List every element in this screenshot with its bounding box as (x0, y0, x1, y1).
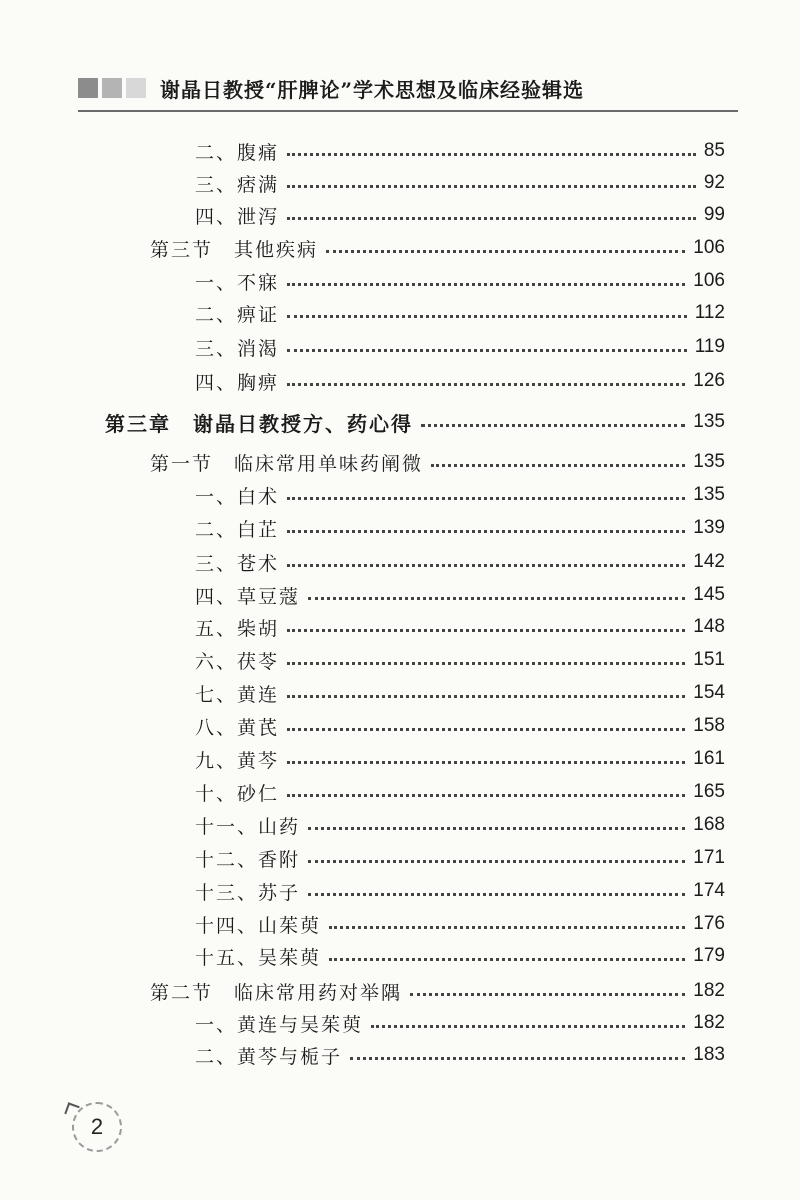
dot-leader (329, 958, 685, 961)
dot-leader (287, 349, 687, 352)
toc-entry-title: 三、痞满 (195, 173, 280, 196)
toc-entry[interactable] (195, 267, 725, 295)
toc-entry-title: 二、痹证 (195, 303, 280, 326)
toc-entry-page: 145 (693, 584, 725, 605)
dot-leader (287, 695, 685, 698)
toc-entry-page: 112 (694, 302, 725, 323)
toc-entry[interactable] (195, 481, 725, 509)
toc-entry-title: 二、腹痛 (195, 141, 280, 164)
toc-section-title: 第三节 其他疾病 (150, 238, 319, 261)
toc-section-title: 第一节 临床常用单味药阐微 (150, 452, 424, 475)
toc-entry-page: 139 (693, 517, 725, 538)
toc-entry-title: 二、黄芩与栀子 (195, 1045, 343, 1068)
toc-entry[interactable] (195, 514, 725, 542)
toc-entry[interactable] (195, 367, 725, 395)
toc-entry-page: 142 (693, 551, 725, 572)
dot-leader (287, 728, 685, 731)
toc-section-page: 182 (693, 980, 725, 1001)
toc-entry[interactable] (195, 745, 725, 773)
toc-entry-title: 十二、香附 (195, 848, 301, 871)
dot-leader (326, 250, 685, 253)
toc-section-title: 第二节 临床常用药对举隅 (150, 981, 403, 1004)
toc-entry-title: 四、胸痹 (195, 371, 280, 394)
toc-entry-page: 174 (693, 880, 725, 901)
toc-entry-page: 183 (693, 1044, 725, 1065)
dot-leader (287, 153, 696, 156)
toc-entry[interactable] (195, 548, 725, 576)
toc-section-page: 135 (693, 451, 725, 472)
toc-entry[interactable] (195, 333, 725, 361)
toc-entry-page: 119 (694, 336, 725, 357)
dot-leader (287, 497, 685, 500)
dot-leader (329, 926, 685, 929)
dot-leader (421, 424, 685, 427)
toc-entry-title: 十、砂仁 (195, 782, 280, 805)
dot-leader (308, 597, 685, 600)
toc-entry-title: 一、白术 (195, 485, 280, 508)
toc-entry-title: 一、不寐 (195, 271, 280, 294)
toc-entry[interactable] (195, 712, 725, 740)
dot-leader (371, 1025, 685, 1028)
toc-entry-page: 161 (693, 748, 725, 769)
toc-entry-title: 十五、吴茱萸 (195, 946, 322, 969)
dot-leader (287, 383, 685, 386)
toc-entry-title: 十一、山药 (195, 815, 301, 838)
toc-entry-page: 179 (693, 945, 725, 966)
dot-leader (287, 761, 685, 764)
dot-leader (287, 283, 685, 286)
toc-entry-title: 三、苍术 (195, 552, 280, 575)
toc-entry-title: 二、白芷 (195, 518, 280, 541)
toc-entry[interactable] (195, 137, 725, 165)
toc-entry-page: 135 (693, 484, 725, 505)
toc-entry[interactable] (195, 679, 725, 707)
toc-entry-page: 151 (693, 649, 725, 670)
toc-entry-title: 五、柴胡 (195, 617, 280, 640)
toc-entry[interactable] (195, 942, 725, 970)
dot-leader (287, 315, 687, 318)
dot-leader (308, 893, 685, 896)
toc-entry[interactable] (195, 844, 725, 872)
dot-leader (350, 1057, 685, 1060)
toc-section[interactable] (150, 448, 725, 476)
toc-entry[interactable] (195, 910, 725, 938)
toc-entry-title: 十三、苏子 (195, 881, 301, 904)
dot-leader (287, 629, 685, 632)
toc-entry-title: 一、黄连与吴茱萸 (195, 1013, 364, 1036)
toc-entry-title: 四、草豆蔻 (195, 585, 301, 608)
toc-entry[interactable] (195, 778, 725, 806)
toc-entry[interactable] (195, 581, 725, 609)
dot-leader (287, 185, 696, 188)
toc-entry-page: 92 (703, 172, 725, 193)
toc-entry-title: 九、黄芩 (195, 749, 280, 772)
dot-leader (431, 464, 685, 467)
dot-leader (287, 530, 685, 533)
toc-entry-page: 154 (693, 682, 725, 703)
toc-entry[interactable] (195, 811, 725, 839)
toc-entry-title: 六、茯苓 (195, 650, 280, 673)
toc-entry-title: 十四、山茱萸 (195, 914, 322, 937)
toc-entry-page: 106 (693, 270, 725, 291)
toc-entry-page: 158 (693, 715, 725, 736)
toc-entry-page: 126 (693, 370, 725, 391)
toc-section[interactable] (150, 977, 725, 1005)
toc-entry-page: 99 (703, 204, 725, 225)
toc-chapter-title: 第三章 谢晶日教授方、药心得 (105, 411, 413, 436)
toc-chapter[interactable] (105, 408, 725, 436)
toc-entry[interactable] (195, 613, 725, 641)
toc-entry[interactable] (195, 1041, 725, 1069)
toc-entry-page: 168 (693, 814, 725, 835)
toc-section-page: 106 (693, 237, 725, 258)
toc-entry-page: 182 (693, 1012, 725, 1033)
toc-entry-page: 165 (693, 781, 725, 802)
dot-leader (287, 794, 685, 797)
toc-entry-title: 八、黄芪 (195, 716, 280, 739)
dot-leader (308, 827, 685, 830)
toc-entry[interactable] (195, 877, 725, 905)
toc-entry-title: 四、泄泻 (195, 205, 280, 228)
dot-leader (287, 564, 685, 567)
toc-entry-page: 176 (693, 913, 725, 934)
dot-leader (410, 993, 685, 996)
dot-leader (287, 662, 685, 665)
dot-leader (287, 217, 696, 220)
toc-entry[interactable] (195, 299, 725, 327)
toc-entry-page: 148 (693, 616, 725, 637)
toc-entry[interactable] (195, 646, 725, 674)
toc-entry-title: 七、黄连 (195, 683, 280, 706)
toc-chapter-page: 135 (693, 411, 725, 432)
toc-entry-page: 171 (693, 847, 725, 868)
toc-entry[interactable] (195, 1009, 725, 1037)
book-title: 谢晶日教授“肝脾论”学术思想及临床经验辑选 (160, 77, 585, 102)
toc-entry-title: 三、消渴 (195, 337, 280, 360)
dot-leader (308, 860, 685, 863)
toc-entry[interactable] (195, 201, 725, 229)
toc-entry-page: 85 (703, 140, 725, 161)
page-number: 2 (72, 1102, 122, 1152)
toc-entry[interactable] (195, 169, 725, 197)
toc-section[interactable] (150, 234, 725, 262)
